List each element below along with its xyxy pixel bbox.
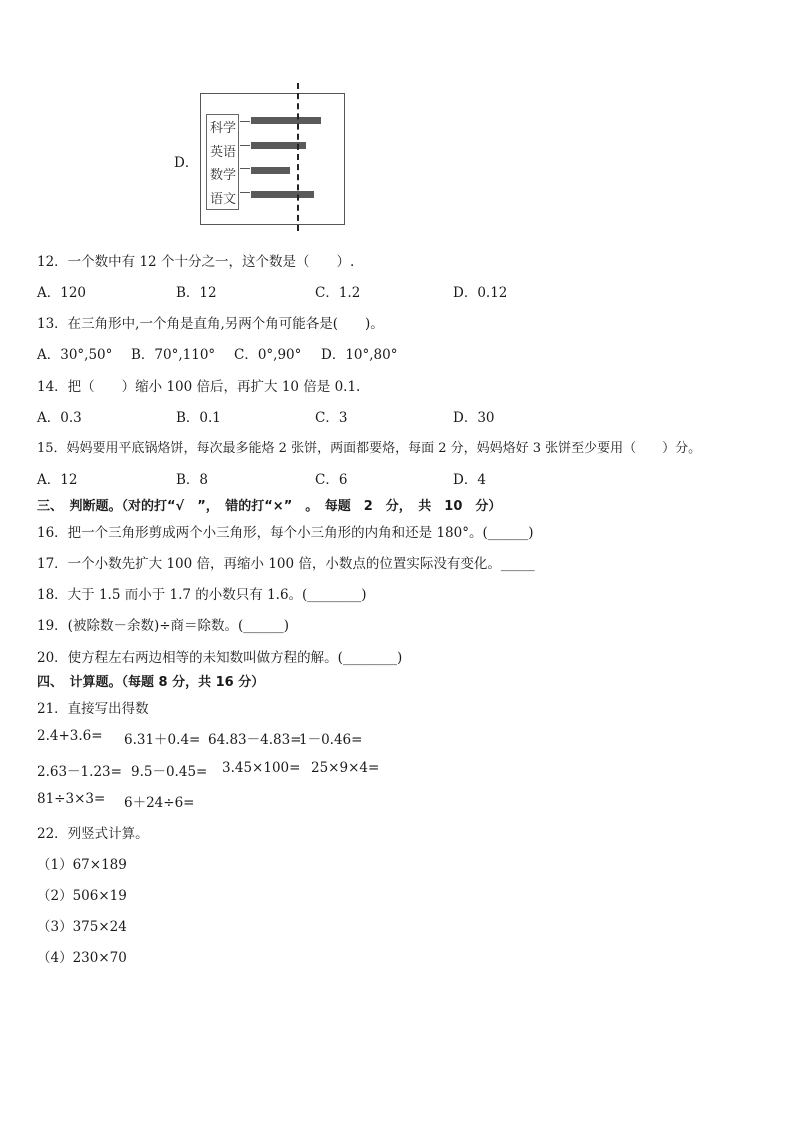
bar — [251, 191, 314, 198]
question-18: 18．大于 1.5 而小于 1.7 的小数只有 1.6。(________) — [37, 587, 367, 603]
question-17: 17．一个小数先扩大 100 倍，再缩小 100 倍，小数点的位置实际没有变化。_____ — [37, 556, 535, 572]
question-20: 20．使方程左右两边相等的未知数叫做方程的解。(________) — [37, 650, 403, 666]
subject-label: 科学 — [210, 121, 237, 136]
question-14: 14．把（ ）缩小 100 倍后，再扩大 10 倍是 0.1. — [37, 379, 361, 395]
question-15: 15．妈妈要用平底锅烙饼，每次最多能烙 2 张饼，两面都要烙，每面 2 分，妈妈烙好 3 张饼至少要用（ ）分。 — [37, 441, 702, 456]
option: B．12 — [176, 285, 217, 301]
vertical-calc-item: （1）67×189 — [37, 857, 127, 873]
option: B．8 — [176, 472, 209, 488]
vertical-calc-item: （4）230×70 — [37, 950, 127, 966]
calc-item: 6.31＋0.4= — [124, 732, 201, 748]
axis-tick — [240, 121, 250, 122]
option-d-label: D． — [174, 155, 199, 171]
vertical-calc-item: （2）506×19 — [37, 888, 127, 904]
option: C．6 — [315, 472, 348, 488]
option: D．0.12 — [453, 285, 508, 301]
option: D．4 — [453, 472, 486, 488]
subject-label: 数学 — [210, 168, 237, 183]
vertical-calc-item: （3）375×24 — [37, 919, 127, 935]
option: B．0.1 — [176, 410, 221, 426]
question-22: 22．列竖式计算。 — [37, 826, 149, 842]
subject-label: 语文 — [210, 192, 237, 207]
axis-tick — [240, 168, 250, 169]
option: A．30°,50° — [37, 347, 113, 363]
option: A．12 — [37, 472, 78, 488]
calc-item: 64.83－4.83= — [208, 732, 302, 748]
option: C．1.2 — [315, 285, 361, 301]
calc-item: 2.63－1.23= — [37, 764, 122, 780]
bar — [251, 117, 321, 124]
question-12: 12．一个数中有 12 个十分之一，这个数是（ ）. — [37, 254, 355, 270]
question-21: 21．直接写出得数 — [37, 701, 149, 717]
question-19: 19．(被除数－余数)÷商＝除数。(______) — [37, 618, 290, 634]
bar — [251, 167, 290, 174]
question-16: 16．把一个三角形剪成两个小三角形，每个小三角形的内角和还是 180°。(______) — [37, 525, 534, 541]
option: D．10°,80° — [321, 347, 398, 363]
option: C．3 — [315, 410, 348, 426]
question-13: 13．在三角形中,一个角是直角,另两个角可能各是( )。 — [37, 316, 384, 332]
calc-item: 2.4+3.6= — [37, 728, 103, 744]
reference-dashed-line — [297, 83, 299, 231]
calc-item: 25×9×4= — [311, 760, 380, 776]
section-4-title: 四、 计算题。（每题 8 分，共 16 分） — [37, 675, 265, 690]
option: C．0°,90° — [234, 347, 302, 363]
calc-item: 9.5－0.45= — [131, 764, 208, 780]
option: A．120 — [37, 285, 87, 301]
option: D．30 — [453, 410, 495, 426]
option: B．70°,110° — [131, 347, 216, 363]
calc-item: 1－0.46= — [299, 732, 363, 748]
subject-label: 英语 — [210, 145, 237, 160]
axis-tick — [240, 192, 250, 193]
axis-tick — [240, 145, 250, 146]
calc-item: 3.45×100= — [222, 760, 301, 776]
calc-item: 81÷3×3= — [37, 791, 106, 807]
section-3-title: 三、 判断题。（对的打“√ ”， 错的打“×” 。 每题 2 分， 共 10 分） — [37, 499, 502, 514]
option: A．0.3 — [37, 410, 82, 426]
calc-item: 6＋24÷6= — [124, 795, 195, 811]
